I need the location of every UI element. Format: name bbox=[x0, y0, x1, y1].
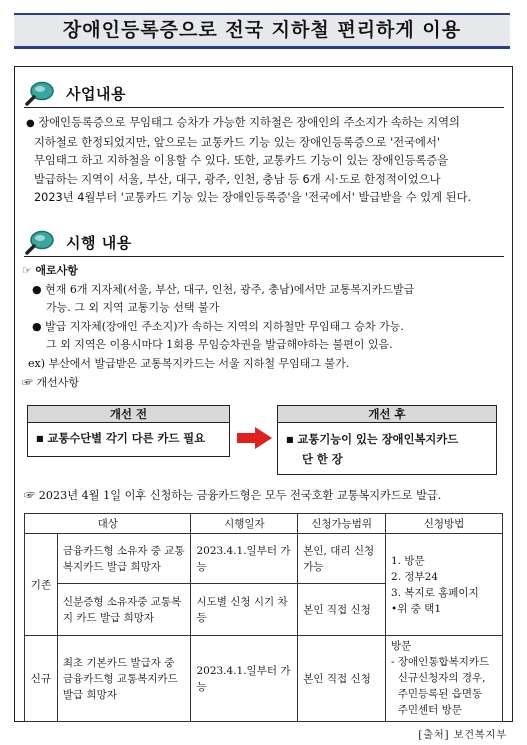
method-line: 신규신청자의 경우, bbox=[391, 672, 486, 684]
magnifier-icon bbox=[24, 229, 60, 255]
method-line: 2. 정부24 bbox=[391, 570, 439, 583]
group-new: 신규 bbox=[25, 636, 58, 722]
before-title: 개선 전 bbox=[28, 406, 229, 423]
table-row bbox=[25, 636, 503, 722]
before-box bbox=[27, 405, 230, 457]
note-text: 2023년 4월 1일 이후 신청하는 금융카드형은 모두 전국호환 교통복지카드로 발급. bbox=[38, 489, 442, 502]
cell-scope: 본인 직접 신청 bbox=[298, 584, 386, 636]
section-title: 사업내용 bbox=[66, 84, 126, 103]
before-text: 교통수단별 각기 다른 카드 필요 bbox=[47, 432, 206, 445]
after-title: 개선 후 bbox=[278, 406, 496, 423]
header-method: 신청방법 bbox=[386, 514, 503, 534]
issues-block bbox=[22, 262, 507, 392]
business-paragraph bbox=[26, 114, 508, 208]
issues-title: 애로사항 bbox=[35, 264, 78, 277]
hand-pointer-icon: ☞ bbox=[22, 264, 32, 277]
method-line: - 장애인통합복지카드 bbox=[391, 656, 490, 668]
table-header-row bbox=[25, 514, 503, 534]
method-line: •위 중 택1 bbox=[391, 602, 441, 615]
table-row bbox=[25, 534, 503, 584]
improve-title: 개선사항 bbox=[36, 375, 80, 389]
section-heading-implementation bbox=[24, 229, 132, 255]
application-table bbox=[24, 513, 503, 722]
hand-pointer-icon: ☞ bbox=[24, 489, 36, 502]
cell-target: 신분증형 소유자중 교통복지 카드 발급 희망자 bbox=[57, 584, 191, 636]
page-title: 장애인등록증으로 전국 지하철 편리하게 이용 bbox=[62, 19, 462, 41]
divider bbox=[24, 256, 504, 257]
cell-method-new bbox=[386, 636, 503, 722]
cell-date: 시도별 신청 시기 차등 bbox=[191, 584, 298, 636]
header-target: 대상 bbox=[25, 514, 191, 534]
after-text: 교통기능이 있는 장애인복지카드 bbox=[297, 433, 459, 446]
cell-target: 최초 기본카드 발급자 중 금융카드형 교통복지카드 발급 희망자 bbox=[57, 636, 191, 722]
issue-line: ● 발급 지자체(장애인 주소지)가 속하는 지역의 지하철만 무임태그 승차 가능. bbox=[32, 319, 404, 333]
group-existing: 기존 bbox=[25, 534, 58, 636]
source-credit: [출처] 보건복지부 bbox=[418, 730, 507, 741]
magnifier-icon bbox=[24, 80, 60, 106]
method-line: 주민센터 방문 bbox=[391, 704, 462, 716]
cell-date: 2023.4.1.일부터 가능 bbox=[191, 636, 298, 722]
hand-pointer-icon: ☞ bbox=[22, 375, 33, 389]
square-bullet: ■ bbox=[286, 435, 294, 444]
method-line: 방문 bbox=[391, 640, 412, 652]
cell-date: 2023.4.1.일부터 가능 bbox=[191, 534, 298, 584]
paragraph-line: 장애인등록증으로 무임태그 승차가 가능한 지하철은 장애인의 주소지가 속하는 지역의 bbox=[38, 116, 460, 129]
section-title: 시행 내용 bbox=[66, 233, 132, 252]
paragraph-line: 2023년 4월부터 '교통카드 기능 있는 장애인등록증'을 '전국에서' 발급받을 수 있게 된다. bbox=[34, 191, 472, 204]
issue-line: ex) 부산에서 발급받은 교통복지카드는 서울 지하철 무임태그 불가. bbox=[28, 356, 350, 370]
header-scope: 신청가능범위 bbox=[298, 514, 386, 534]
after-text: 단 한 장 bbox=[302, 453, 343, 466]
method-line: 1. 방문 bbox=[391, 554, 425, 567]
section-heading-business bbox=[24, 80, 126, 106]
note-line bbox=[24, 487, 509, 506]
paragraph-line: 무임태그 하고 지하철을 이용할 수 있다. 또한, 교통카드 기능이 있는 장애인등록증을 bbox=[34, 154, 449, 167]
divider bbox=[24, 107, 504, 108]
cell-scope: 본인, 대리 신청 가능 bbox=[298, 534, 386, 584]
cell-method-existing bbox=[386, 534, 503, 636]
cell-scope: 본인 직접 신청 bbox=[298, 636, 386, 722]
after-box bbox=[277, 405, 497, 475]
cell-target: 금융카드형 소유자 중 교통복지카드 발급 희망자 bbox=[57, 534, 191, 584]
bullet: ● bbox=[26, 118, 35, 129]
method-line: 주민등록된 읍면동 bbox=[391, 688, 483, 700]
right-arrow-icon bbox=[237, 427, 273, 449]
paragraph-line: 지하철로 한정되었지만, 앞으로는 교통카드 기능 있는 장애인등록증으로 '전국에서' bbox=[34, 135, 440, 149]
paragraph-line: 발급하는 지역이 서울, 부산, 대구, 광주, 인천, 충남 등 6개 시·도로 한정적이었으나 bbox=[34, 172, 441, 186]
issue-line: 그 외 지역은 이용시마다 1회용 무임승차권을 발급해야하는 불편이 있음. bbox=[32, 338, 393, 352]
issue-line: ● 현재 6개 지자체(서울, 부산, 대구, 인천, 광주, 충남)에서만 교통복지카드발급 bbox=[32, 282, 415, 296]
title-banner bbox=[14, 13, 510, 49]
issue-line: 가능. 그 외 지역 교통기능 선택 불가 bbox=[32, 301, 220, 315]
header-date: 시행일자 bbox=[191, 514, 298, 534]
method-line: 3. 복지로 홈페이지 bbox=[391, 586, 479, 599]
square-bullet: ■ bbox=[36, 434, 44, 443]
